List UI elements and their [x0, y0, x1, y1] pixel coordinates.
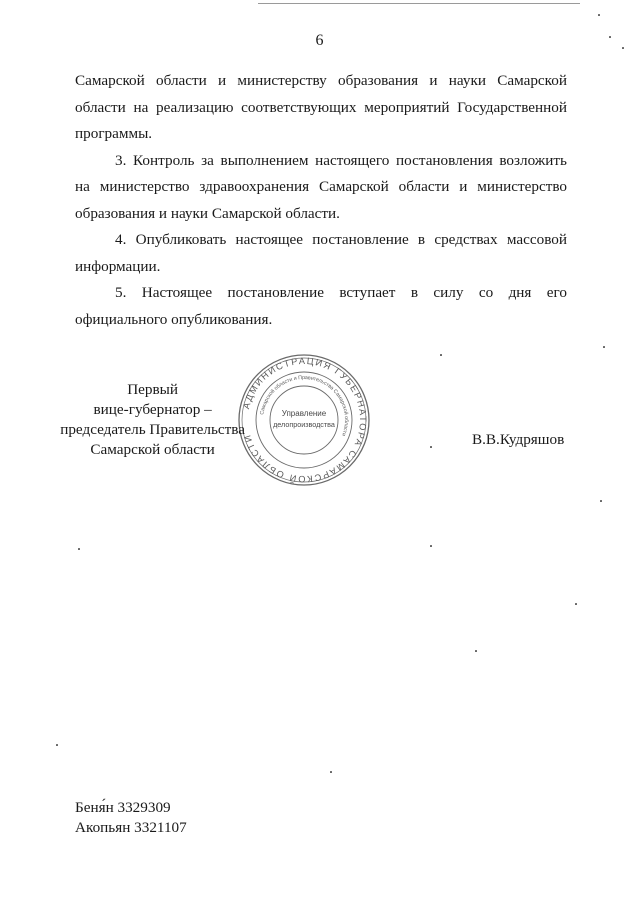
scan-speck [430, 545, 432, 547]
paragraph-4: 4. Опубликовать настоящее постановление в средствах массовой информации. [75, 231, 567, 275]
signer-title-line: вице-губернатор – [93, 401, 212, 418]
paragraph-3: 3. Контроль за выполнением настоящего постановления возложить на министерство здравоохранения Самарской области и министерство образования и науки Самарской области. [75, 151, 567, 222]
page-number: 6 [315, 32, 324, 49]
scan-speck [440, 354, 442, 356]
scan-speck [56, 744, 58, 746]
signer-title [60, 380, 245, 460]
scan-speck [600, 500, 602, 502]
contact-line: Беня́н 3329309 [75, 799, 171, 816]
signer-title-line: Самарской области [90, 441, 215, 458]
seal-center-line-1: Управление [281, 409, 327, 418]
seal-center-line-2: делопроизводства [273, 420, 335, 429]
signer-title-line: Первый [127, 381, 178, 398]
paragraph-continuation: Самарской области и министерству образования и науки Самарской области на реализацию соответствующих мероприятий Государственной программы. [75, 72, 567, 142]
contacts-block [75, 798, 187, 838]
scan-speck [430, 446, 432, 448]
scan-speck [330, 771, 332, 773]
scan-speck [475, 650, 477, 652]
top-edge-line [258, 3, 580, 4]
seal-inner-text: Самарской области и Правительства Самарской области [259, 374, 350, 437]
paragraph-5: 5. Настоящее постановление вступает в силу со дня его официального опубликования. [75, 284, 567, 328]
scan-speck [598, 14, 600, 16]
scan-speck [603, 346, 605, 348]
scan-speck [78, 548, 80, 550]
signer-name: В.В.Кудряшов [472, 431, 565, 448]
scan-speck [575, 603, 577, 605]
seal-outer-text: АДМИНИСТРАЦИЯ ГУБЕРНАТОРА САМАРСКОЙ ОБЛАСТИ [241, 355, 369, 485]
contact-line: Акопьян 3321107 [75, 819, 187, 836]
official-seal [236, 352, 372, 488]
scan-speck [622, 47, 624, 49]
signer-title-line: председатель Правительства [60, 421, 245, 438]
document-body [75, 68, 567, 333]
scan-speck [609, 36, 611, 38]
